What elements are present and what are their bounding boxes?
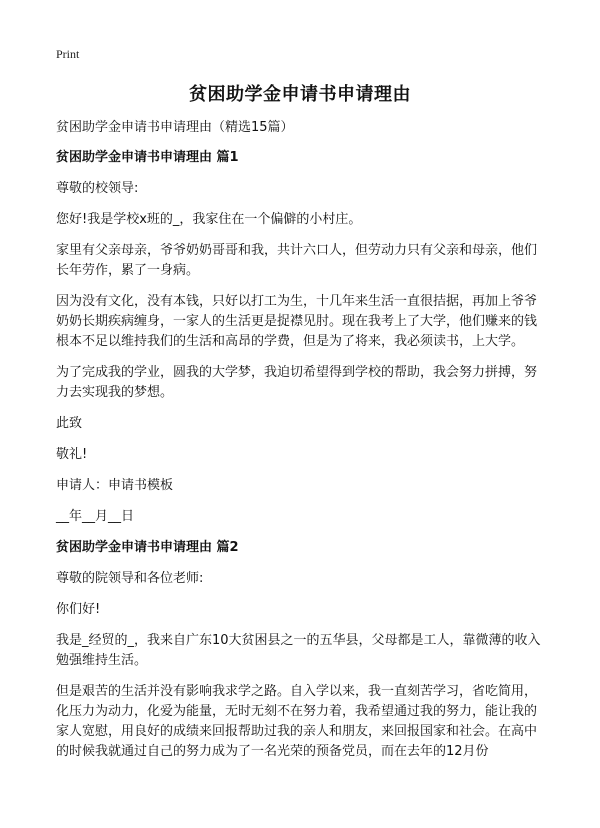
section-2-paragraph-1: 我是_经贸的_，我来自广东10大贫困县之一的五华县，父母都是工人，靠微薄的收入勉强维持生活。 [56, 633, 541, 668]
section-1-closing-2: 敬礼! [56, 447, 88, 462]
page-title: 贫困助学金申请书申请理由 [189, 84, 411, 105]
document-subtitle: 贫困助学金申请书申请理由（精选15篇） [56, 120, 294, 135]
section-1-paragraph-1: 您好!我是学校x班的_，我家住在一个偏僻的小村庄。 [56, 212, 362, 227]
section-1-applicant: 申请人：申请书模板 [56, 478, 174, 493]
section-1-paragraph-2: 家里有父亲母亲，爷爷奶奶哥哥和我，共计六口人，但劳动力只有父亲和母亲，他们长年劳作，累了一身病。 [56, 243, 538, 278]
print-label: Print [56, 47, 80, 61]
section-1-paragraph-3: 因为没有文化，没有本钱，只好以打工为生，十几年来生活一直很拮据，再加上爷爷奶奶长期疾病缠身，一家人的生活更是捉襟见肘。现在我考上了大学，他们赚来的钱根本不足以维持我们的生活和高昂的学费，但是为了将来，我必须读书，上大学。 [56, 294, 538, 349]
section-1-salutation: 尊敬的校领导: [56, 181, 139, 196]
document-body [56, 118, 548, 773]
section-1-paragraph-4: 为了完成我的学业，圆我的大学梦，我迫切希望得到学校的帮助，我会努力拼搏，努力去实现我的梦想。 [56, 365, 538, 400]
section-2-paragraph-2: 但是艰苦的生活并没有影响我求学之路。自入学以来，我一直刻苦学习，省吃简用，化压力为动力，化爱为能量，无时无刻不在努力着，我希望通过我的努力，能让我的家人宽慰，用良好的成绩来回报帮助过我的亲人和朋友，来回报国家和社会。在高中的时候我就通过自己的努力成为了一名光荣的预备党员，而在去年的12月份 [56, 684, 538, 759]
section-1-heading: 贫困助学金申请书申请理由 篇1 [56, 150, 239, 165]
section-2-greeting: 你们好! [56, 602, 101, 617]
section-2-heading: 贫困助学金申请书申请理由 篇2 [56, 540, 239, 555]
section-1-date: __年__月__日 [56, 509, 135, 524]
section-2-salutation: 尊敬的院领导和各位老师: [56, 571, 204, 586]
section-1-closing-1: 此致 [56, 416, 83, 431]
